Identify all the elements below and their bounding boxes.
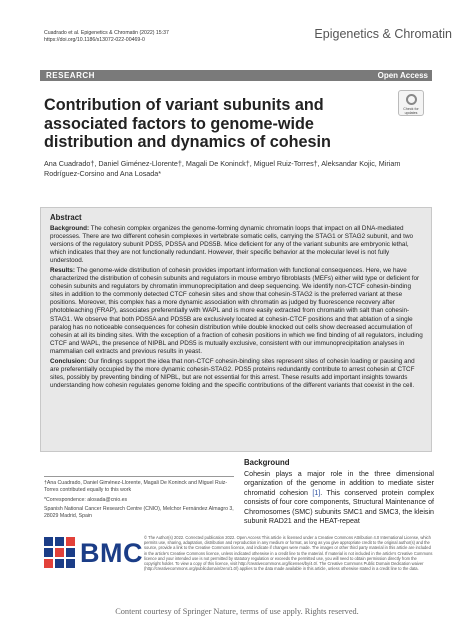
check-for-updates-icon [406,94,417,105]
citation-header [44,30,274,44]
license-text: © The Author(s) 2022. Corrected publication 2022. Open Access This article is licensed under a Creative Commons Attribution 4.0 International License, which permits use, sharing, adaptation, distribution and reproduction in any medium or format, as long as you give appropriate credit to the original author(s) and the source, provide a link to the Creative Commons licence, and indicate if changes were made. The images or other third party material in this article are included in the article's Creative Commons licence, unless indicated otherwise in a credit line to the material. If material is not included in the article's Creative Commons licence and your intended use is not permitted by statutory regulation or exceeds the permitted use, you will need to obtain permission directly from the copyright holder. To view a copy of this licence, visit http://creativecommons.org/licenses/by/4.0/. The Creative Commons Public Domain Dedication waiver (http://creativecommons.org/publicdomain/zero/1.0/) applies to the data made available in this article, unless otherwise stated in a credit line to the data. [144,535,433,572]
abstract-background-label: Background: [50,225,90,232]
open-access-label: Open Access [377,71,428,80]
abstract-box [40,207,432,452]
abstract-results-label: Results: [50,266,76,274]
bmc-logo[interactable] [44,536,143,572]
citation-line: Cuadrado et al. Epigenetics & Chromatin (2022) 15:37 [44,30,169,36]
footnote-divider [44,476,234,477]
article-title: Contribution of variant subunits and associated factors to genome-wide distribution and dynamics of cohesin [44,96,331,151]
abstract-background-text: The cohesin complex organizes the genome-forming dynamic chromatin loops that impact on all DNA-mediated processes. There are two different cohesin complexes in vertebrate somatic cells, carrying the STAG1 or STAG2 subunit, and two versions of the regulatory subunit PDS5, PDS5A and PDS5B. Mice deficient for any of the variant subunits are embryonic lethal, which indicates that they are not functionally redundant. However, their specific behavior at the molecular level is not fully understood. [50,225,414,265]
doi-link[interactable]: https://doi.org/10.1186/s13072-022-00469-0 [44,37,145,43]
abstract-conclusion-text: Our findings support the idea that non-CTCF cohesin-binding sites represent sites of cohesin loading or pausing and are preferentially occupied by the more dynamic cohesin-STAG2. PDS5 proteins redundantly contribute to arrest cohesin at CTCF sites, possibly by preventing binding of NIPBL, but are not essential for this arrest. These results add important insights towards understanding how cohesin regulates genome folding and the specific contributions of the different variants that coexist in the cell. [50,357,415,389]
background-text: Cohesin plays a major role in the three dimensional organization of the genome in addition to mediate sister chromatid cohesion [244,470,434,497]
abstract-heading: Abstract [50,213,82,222]
abstract-results [50,267,424,356]
correspondence-email[interactable]: *Correspondence: alosada@cnio.es [44,496,128,503]
background-paragraph [244,470,434,527]
reference-link[interactable]: [1] [312,488,321,497]
article-type-bar [40,70,432,81]
abstract-conclusion [50,358,424,390]
journal-name: Epigenetics & Chromatin [314,27,452,41]
page-footer: Content courtesy of Springer Nature, terms of use apply. Rights reserved. [115,607,359,616]
background-heading: Background [244,458,290,467]
equal-contribution-note: †Ana Cuadrado, Daniel Giménez-Llorente, Magali De Koninck and Miguel Ruiz-Torres contributed equally to this work [44,480,228,493]
bmc-logo-icon [44,537,76,571]
check-for-updates-label: Check for updates [403,107,419,115]
abstract-conclusion-label: Conclusion: [50,357,87,365]
abstract-results-text: The genome-wide distribution of cohesin provides important information with functional consequences. Here, we have characterized the distribution of cohesin subunits and regulators in mouse embryo fibroblasts (MEFs) either wild type or deficient for cohesin subunits and regulators by chromatin immunoprecipitation and deep sequencing. We identify non-CTCF cohesin-binding sites in addition to the commonly detected CTCF cohesin sites and show that cohesin-STAG2 is the preferred variant at these positions. Moreover, this complex has a more dynamic association with chromatin as judged by fluorescence recovery after photobleaching (FRAP), associates preferentially with WAPL and is more easily extracted from chromatin with salt than cohesin-STAG1. We observe that both PDS5A and PDS5B are exclusively located at cohesin-CTCF positions and that ablation of a single paralog has no noticeable consequences for cohesin distribution while double knocked out cells show decreased accumulation of cohesin at all its binding sites. With the exception of a fraction of cohesin positions in which we find binding of all regulators, including CTCF and WAPL, the presence of NIPBL and PDS5 is mutually exclusive, consistent with our immunoprecipitation analyses in mammalian cell extracts and previous results in yeast. [50,266,423,355]
article-type-label: RESEARCH [46,71,95,80]
author-list: Ana Cuadrado†, Daniel Giménez-Llorente†, Magali De Koninck†, Miguel Ruiz-Torres†, Aleksandar Kojic, Miriam Rodríguez-Corsino and Ana Losada* [44,159,401,178]
background-text-continued: . This conserved protein complex consists of four core components, Structural Maintenance of Chromosomes (SMC) subunits SMC1 and SMC3, the kleisin subunit RAD21 and the HEAT-repeat [244,488,434,526]
affiliation: Spanish National Cancer Research Centre (CNIO), Melchor Fernández Almagro 3, 28029 Madrid, Spain [44,506,234,520]
abstract-body [50,225,424,391]
bmc-logo-text: BMC [80,538,143,568]
abstract-background [50,225,424,265]
check-for-updates-button[interactable] [398,90,424,116]
footnotes [44,480,234,523]
